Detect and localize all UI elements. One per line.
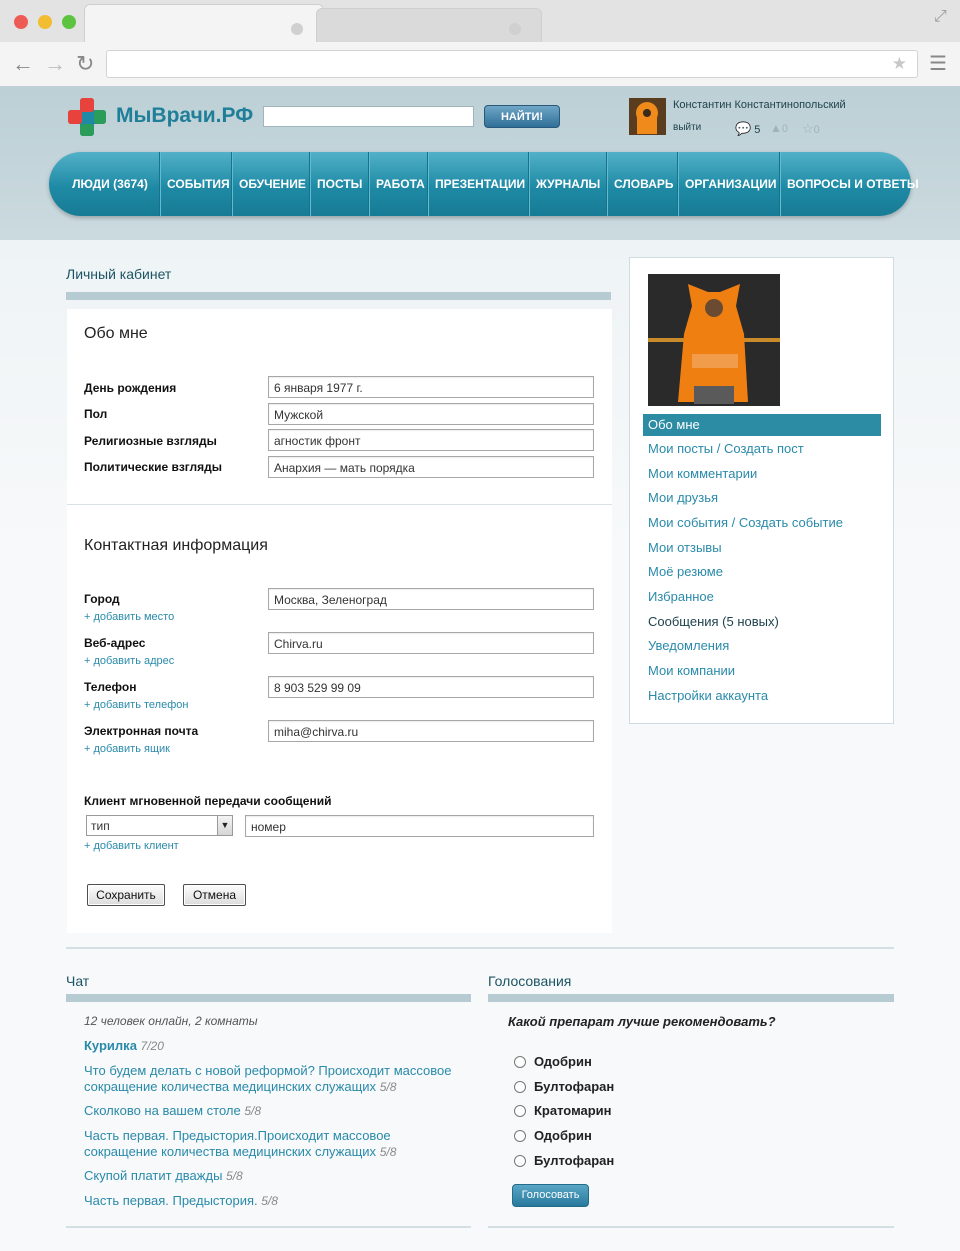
stars-count: 0 [813, 124, 820, 136]
stars-counter[interactable] [802, 121, 820, 137]
sidebar-item-comments[interactable]: Мои комментарии [648, 466, 758, 481]
chat-room-name: Курилка [84, 1038, 137, 1053]
gender-field[interactable]: Мужской [268, 403, 594, 425]
politics-field[interactable]: Анархия — мать порядка [268, 456, 594, 478]
politics-label: Политические взгляды [84, 460, 222, 474]
poll-question: Какой препарат лучше рекомендовать? [508, 1014, 776, 1029]
votes-divider [488, 994, 894, 1002]
menu-item-qa[interactable]: ВОПРОСЫ И ОТВЕТЫ [787, 177, 919, 191]
site-logo-text[interactable]: МыВрачи.РФ [116, 104, 254, 127]
sidebar-item-resume[interactable]: Моё резюме [648, 564, 723, 579]
birthday-label: День рождения [84, 381, 177, 395]
sidebar-item-companies[interactable]: Мои компании [648, 663, 736, 678]
save-button[interactable]: Сохранить [87, 884, 165, 906]
alerts-count: 0 [781, 123, 789, 135]
poll-option-label[interactable]: Бултофаран [534, 1153, 615, 1168]
im-type-select[interactable] [86, 815, 233, 836]
menu-item-presentations[interactable]: ПРЕЗЕНТАЦИИ [428, 152, 529, 216]
sidebar-item-messages[interactable]: Сообщения (5 новых) [648, 614, 779, 629]
votes-bottom-divider [488, 1226, 894, 1228]
chat-room-name: Что будем делать с новой реформой? Происходит массовое сокращение количества медицинских служащих [84, 1063, 452, 1094]
chat-room-name: Сколково на вашем столе [84, 1103, 241, 1118]
chat-online-meta: 12 человек онлайн, 2 комнаты [84, 1014, 258, 1028]
menu-item-events[interactable]: СОБЫТИЯ [160, 152, 232, 216]
chat-room-name: Часть первая. Предыстория. [84, 1193, 258, 1208]
logo-cross-icon[interactable] [66, 96, 108, 138]
chat-room-count: 5/8 [379, 1080, 397, 1094]
menu-item-jobs[interactable]: РАБОТА [369, 152, 428, 216]
chat-room-count: 5/8 [261, 1194, 278, 1208]
close-window-icon[interactable] [14, 15, 28, 29]
poll-option-label[interactable]: Одобрин [534, 1128, 592, 1143]
add-im-link[interactable]: + добавить клиент [84, 840, 179, 852]
religion-label: Религиозные взгляды [84, 434, 217, 448]
chat-room-count: 5/8 [226, 1169, 243, 1183]
chat-room-count: 7/20 [140, 1039, 164, 1053]
chat-room-link[interactable] [84, 1193, 464, 1209]
poll-option-radio[interactable] [514, 1081, 526, 1093]
poll-option-radio[interactable] [514, 1155, 526, 1167]
page-title: Личный кабинет [66, 266, 172, 282]
browser-tab-active[interactable] [84, 4, 324, 42]
poll-option-radio[interactable] [514, 1105, 526, 1117]
fullscreen-icon[interactable]: ⤢ [934, 8, 947, 25]
menu-item-organizations[interactable]: ОРГАНИЗАЦИИ [678, 152, 780, 216]
chat-divider [66, 994, 471, 1002]
title-divider [66, 292, 611, 300]
forward-icon[interactable]: → [44, 51, 66, 76]
user-avatar[interactable] [629, 98, 666, 135]
chat-room-link[interactable] [84, 1168, 464, 1184]
web-field[interactable]: Chirva.ru [268, 632, 594, 654]
im-number-field[interactable]: номер [245, 815, 594, 837]
sidebar-item-settings[interactable]: Настройки аккаунта [648, 688, 769, 703]
search-input[interactable] [263, 106, 474, 127]
add-web-link[interactable]: + добавить адрес [84, 655, 175, 667]
about-heading: Обо мне [84, 325, 148, 342]
menu-item-people[interactable]: ЛЮДИ (3674) [61, 152, 160, 216]
messages-counter[interactable] [735, 121, 760, 137]
browser-tab[interactable] [316, 8, 542, 42]
religion-field[interactable]: агностик фронт [268, 429, 594, 451]
logout-link[interactable]: выйти [673, 122, 702, 133]
bookmark-star-icon[interactable]: ★ [891, 54, 907, 73]
menu-item-posts[interactable]: ПОСТЫ [310, 152, 369, 216]
section-divider [67, 504, 612, 505]
gender-label: Пол [84, 407, 108, 421]
chat-room-name: Часть первая. Предыстория.Происходит массовое сокращение количества медицинских служащих [84, 1128, 391, 1159]
profile-photo[interactable] [648, 274, 780, 406]
chat-room-link[interactable] [84, 1128, 464, 1160]
alert-icon: ▲ [770, 121, 782, 135]
menu-item-dictionary[interactable]: СЛОВАРЬ [607, 152, 678, 216]
birthday-field[interactable]: 6 января 1977 г. [268, 376, 594, 398]
menu-item-education[interactable]: ОБУЧЕНИЕ [232, 152, 310, 216]
alerts-counter[interactable] [770, 121, 788, 135]
sidebar-item-favorites[interactable]: Избранное [648, 589, 714, 604]
im-label: Клиент мгновенной передачи сообщений [84, 794, 332, 808]
chat-room-link[interactable] [84, 1103, 464, 1119]
chat-title: Чат [66, 973, 90, 989]
votes-title: Голосования [488, 973, 572, 989]
browser-menu-icon[interactable]: ☰ [929, 53, 947, 75]
phone-label: Телефон [84, 680, 137, 694]
city-label: Город [84, 592, 120, 606]
poll-option-radio[interactable] [514, 1056, 526, 1068]
sidebar-item-notifications[interactable]: Уведомления [648, 638, 730, 653]
reload-icon[interactable]: ↻ [76, 51, 95, 76]
chat-room-count: 5/8 [244, 1104, 262, 1118]
phone-field[interactable]: 8 903 529 99 09 [268, 676, 594, 698]
add-city-link[interactable]: + добавить место [84, 611, 175, 623]
tab-close-icon[interactable] [291, 23, 303, 35]
minimize-window-icon[interactable] [38, 15, 52, 29]
poll-option-label[interactable]: Одобрин [534, 1054, 592, 1069]
poll-option-label[interactable]: Бултофаран [534, 1079, 615, 1094]
sidebar-item-about[interactable]: Обо мне [643, 414, 881, 436]
search-button[interactable]: НАЙТИ! [484, 105, 560, 128]
messages-count: 5 [754, 124, 761, 136]
chat-room-count: 5/8 [379, 1145, 397, 1159]
back-icon[interactable]: ← [12, 51, 34, 76]
contacts-heading: Контактная информация [84, 537, 268, 554]
vote-button[interactable]: Голосовать [512, 1184, 589, 1207]
tab-close-icon[interactable] [509, 23, 521, 35]
menu-item-journals[interactable]: ЖУРНАЛЫ [529, 152, 607, 216]
add-email-link[interactable]: + добавить ящик [84, 743, 170, 755]
messages-icon: 💬 [735, 121, 752, 136]
chat-room-link[interactable] [84, 1063, 464, 1095]
poll-option-label[interactable]: Кратомарин [534, 1103, 612, 1118]
email-label: Электронная почта [84, 724, 199, 738]
chevron-down-icon[interactable]: ▼ [217, 816, 232, 835]
chat-room-name: Скупой платит дважды [84, 1168, 223, 1183]
sidebar-item-friends[interactable]: Мои друзья [648, 490, 719, 505]
cancel-button[interactable]: Отмена [183, 884, 246, 906]
sidebar-item-events[interactable]: Мои события / Создать событие [648, 515, 843, 530]
maximize-window-icon[interactable] [62, 15, 76, 29]
star-icon: ☆ [802, 121, 814, 136]
sidebar-item-reviews[interactable]: Мои отзывы [648, 540, 722, 555]
poll-option-radio[interactable] [514, 1130, 526, 1142]
address-bar[interactable] [106, 50, 918, 78]
email-field[interactable]: miha@chirva.ru [268, 720, 594, 742]
main-menu [49, 152, 919, 216]
chat-bottom-divider [66, 1226, 471, 1228]
add-phone-link[interactable]: + добавить телефон [84, 699, 189, 711]
city-field[interactable]: Москва, Зеленоград [268, 588, 594, 610]
sidebar-item-posts[interactable]: Мои посты / Создать пост [648, 441, 804, 456]
im-type-value: тип [91, 819, 110, 833]
web-label: Веб-адрес [84, 636, 146, 650]
bottom-section-divider [66, 947, 894, 949]
chat-room-link[interactable] [84, 1038, 464, 1054]
user-name[interactable]: Константин Константинопольский [673, 99, 846, 111]
